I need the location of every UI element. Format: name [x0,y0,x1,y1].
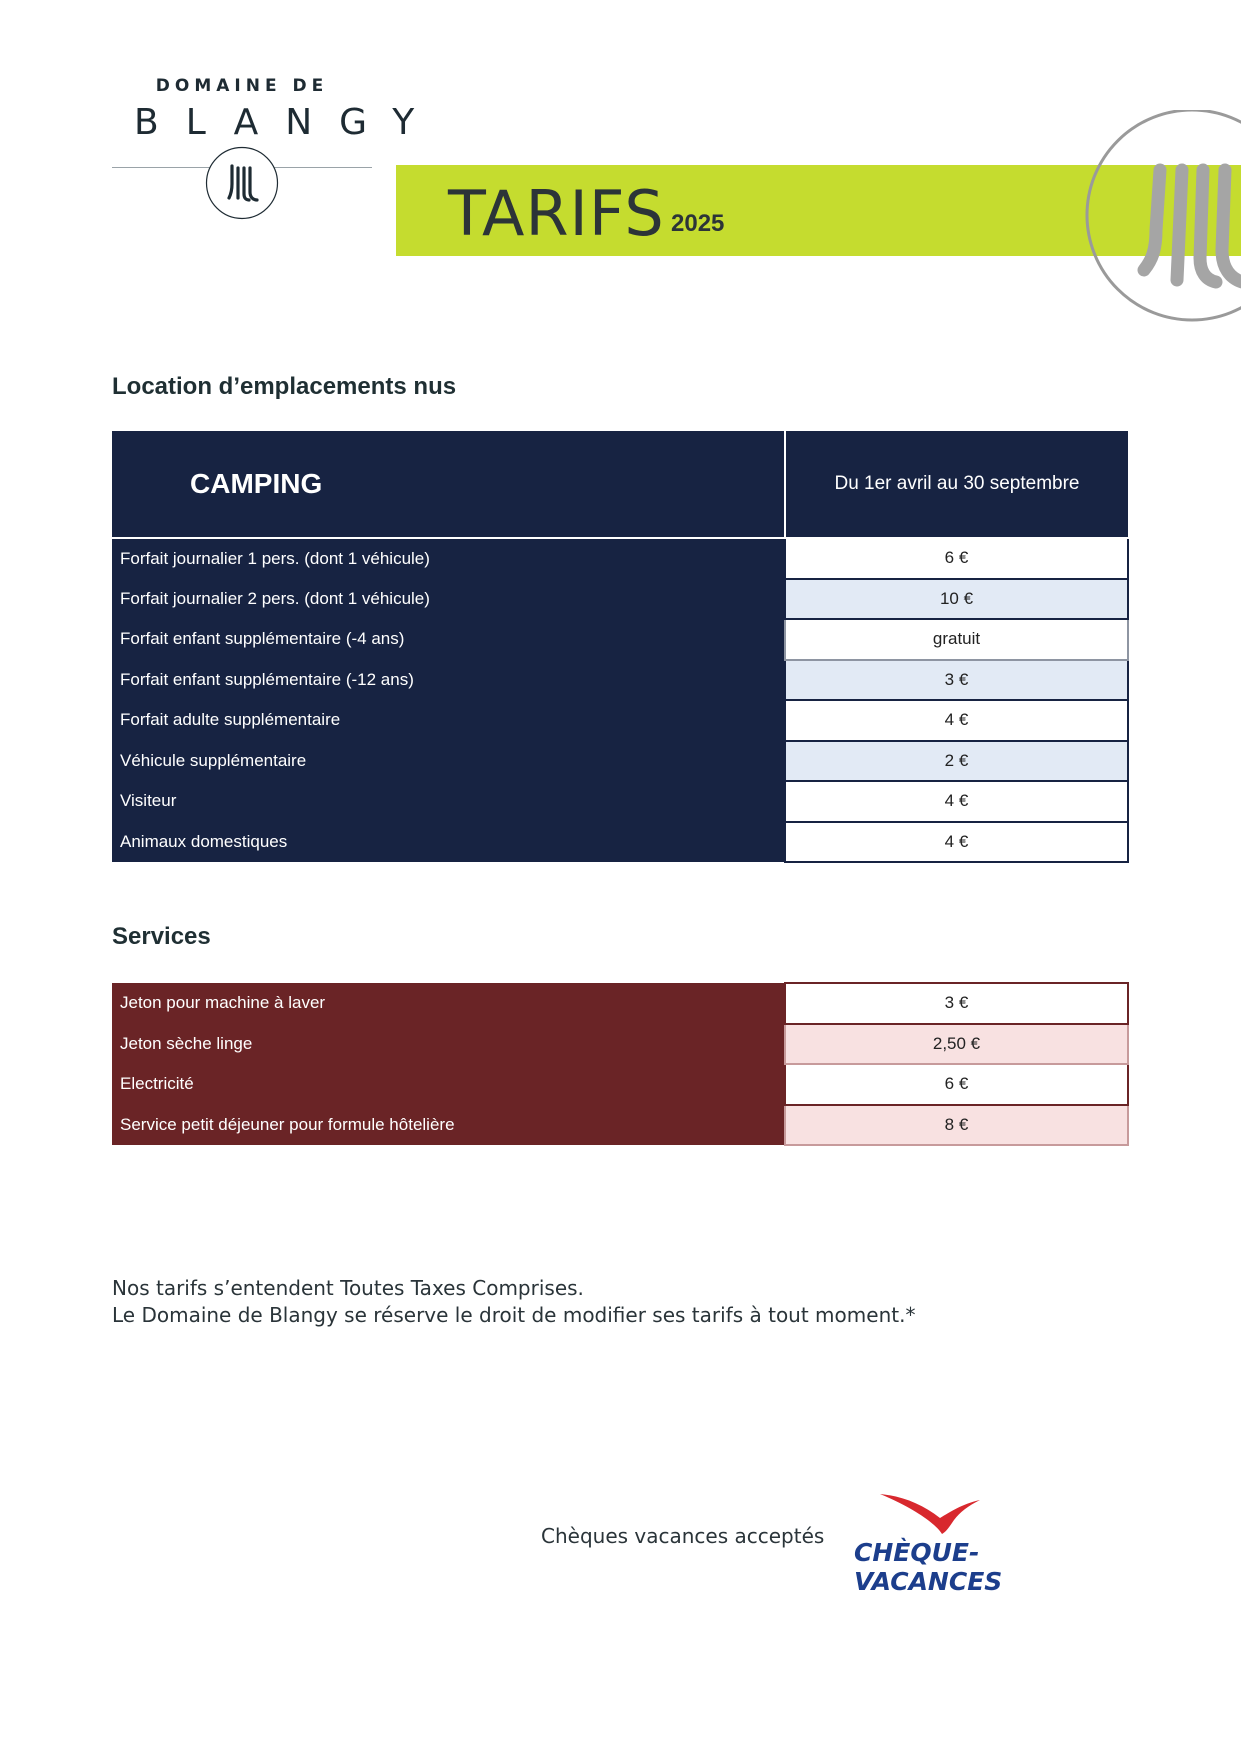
row-label: Service petit déjeuner pour formule hôtelière [112,1105,785,1146]
tax-note [112,1275,915,1329]
table-row [112,579,1128,620]
row-value: 2 € [785,741,1128,782]
decorative-emblem-icon [1082,110,1241,330]
camping-header-label: CAMPING [112,431,785,538]
row-value: 3 € [785,983,1128,1024]
row-label: Véhicule supplémentaire [112,741,785,782]
row-value: 3 € [785,660,1128,701]
table-row [112,822,1128,863]
services-price-table [112,982,1129,1146]
camping-section-title: Location d’emplacements nus [112,373,457,400]
row-label: Electricité [112,1064,785,1105]
camping-header-period: Du 1er avril au 30 septembre [785,431,1128,538]
table-row [112,700,1128,741]
row-label: Forfait enfant supplémentaire (-12 ans) [112,660,785,701]
brand-logo [112,76,442,226]
services-section-title: Services [112,923,211,950]
brand-line2: BLANGY [134,102,442,143]
table-row [112,741,1128,782]
table-row [112,1064,1128,1105]
tax-note-line2: Le Domaine de Blangy se réserve le droit de modifier ses tarifs à tout moment.* [112,1303,916,1327]
table-header-row [112,431,1128,538]
table-row [112,1024,1128,1065]
row-value: 10 € [785,579,1128,620]
row-value: gratuit [785,619,1128,660]
row-label: Visiteur [112,781,785,822]
table-row [112,1105,1128,1146]
camping-price-table [112,431,1129,863]
row-label: Forfait adulte supplémentaire [112,700,785,741]
row-value: 6 € [785,538,1128,579]
row-label: Jeton pour machine à laver [112,983,785,1024]
row-label: Jeton sèche linge [112,1024,785,1065]
row-value: 8 € [785,1105,1128,1146]
brand-line1: DOMAINE DE [155,76,329,96]
cheque-vacances-logo [850,1490,1120,1596]
cheque-accepted-label: Chèques vacances acceptés [541,1524,825,1548]
row-value: 6 € [785,1064,1128,1105]
row-label: Forfait journalier 2 pers. (dont 1 véhicule) [112,579,785,620]
table-row [112,619,1128,660]
row-value: 4 € [785,781,1128,822]
row-label: Forfait enfant supplémentaire (-4 ans) [112,619,785,660]
table-row [112,538,1128,579]
table-row [112,660,1128,701]
brand-emblem-icon [205,146,279,220]
row-label: Forfait journalier 1 pers. (dont 1 véhicule) [112,538,785,579]
table-row [112,983,1128,1024]
table-row [112,781,1128,822]
seagull-icon [850,1490,1120,1540]
row-value: 2,50 € [785,1024,1128,1065]
page-year: 2025 [671,210,725,237]
tax-note-line1: Nos tarifs s’entendent Toutes Taxes Comprises. [112,1276,584,1300]
row-label: Animaux domestiques [112,822,785,863]
row-value: 4 € [785,700,1128,741]
page-title: TARIFS [448,177,665,250]
row-value: 4 € [785,822,1128,863]
cheque-vacances-wordmark: CHÈQUE-VACANCES [854,1538,1003,1596]
